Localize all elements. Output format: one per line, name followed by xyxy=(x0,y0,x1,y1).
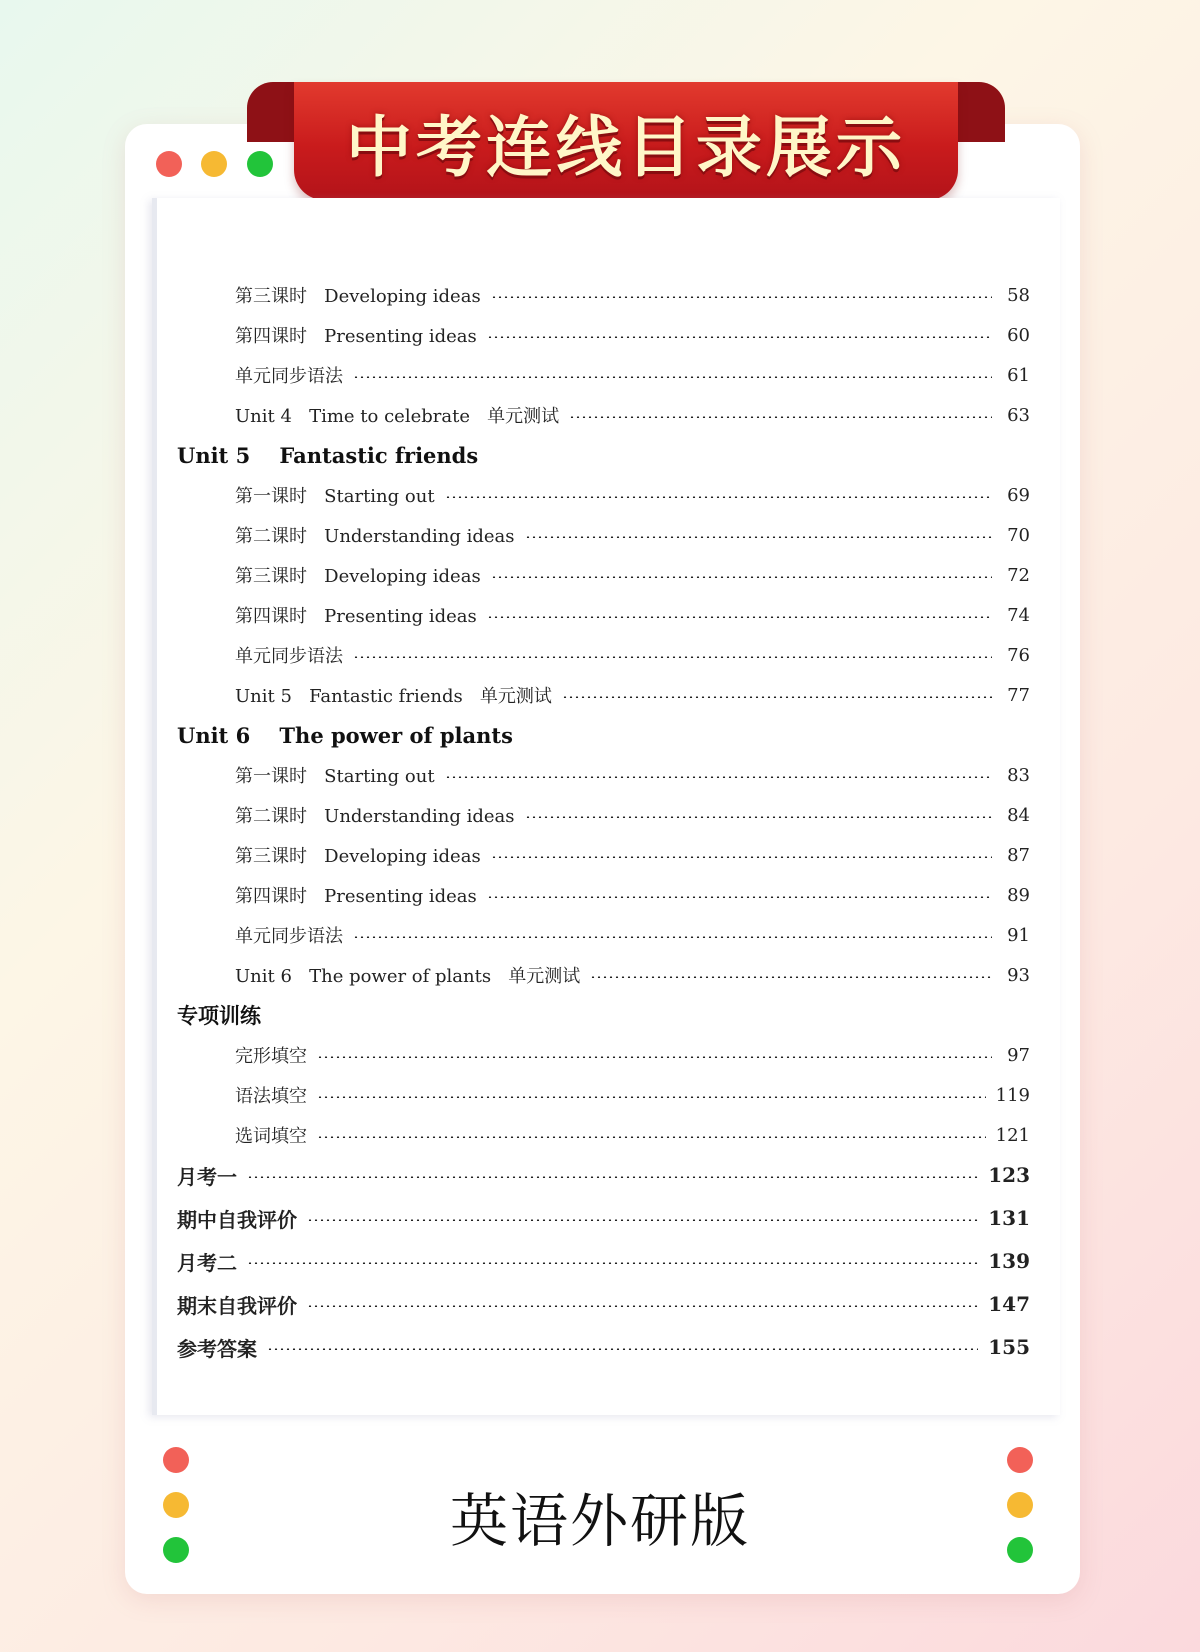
toc-row-label: 第四课时 Presenting ideas xyxy=(235,606,477,627)
toc-dot-leader xyxy=(307,1305,978,1307)
toc-row[interactable] xyxy=(157,318,1060,352)
toc-section-row[interactable] xyxy=(157,1201,1060,1235)
banner-title: 中考连线目录展示 xyxy=(346,108,906,186)
toc-section-row[interactable] xyxy=(157,1158,1060,1192)
toc-page-number: 91 xyxy=(1007,924,1030,946)
toc-row[interactable] xyxy=(157,758,1060,792)
toc-page-number: 76 xyxy=(1007,644,1030,666)
toc-row-label: 第三课时 Developing ideas xyxy=(235,286,481,307)
toc-dot-leader xyxy=(353,376,992,378)
window-maximize-dot[interactable] xyxy=(247,151,273,177)
toc-dot-leader xyxy=(247,1262,978,1264)
toc-row[interactable] xyxy=(157,598,1060,632)
toc-page-number: 87 xyxy=(1007,844,1030,866)
toc-row-label: 单元同步语法 xyxy=(235,926,343,947)
banner xyxy=(294,82,958,200)
toc-row[interactable] xyxy=(157,798,1060,832)
toc-dot-leader xyxy=(487,896,992,898)
toc-dot-leader xyxy=(487,616,992,618)
toc-row-label: 选词填空 xyxy=(235,1126,307,1147)
toc-row-label: Unit 4 Time to celebrate 单元测试 xyxy=(235,406,560,427)
toc-unit-heading: 专项训练 xyxy=(177,1003,261,1028)
toc-dot-leader xyxy=(247,1176,978,1178)
toc-page xyxy=(152,198,1060,1415)
right-red-dot xyxy=(1007,1447,1033,1473)
toc-row-label: 单元同步语法 xyxy=(235,646,343,667)
toc-unit-heading: Unit 5 Fantastic friends xyxy=(177,442,479,468)
toc-page-number: 119 xyxy=(995,1084,1030,1106)
toc-page-number: 93 xyxy=(1007,964,1030,986)
toc-page-number: 63 xyxy=(1007,404,1030,426)
toc-row[interactable] xyxy=(157,838,1060,872)
toc-row[interactable] xyxy=(157,638,1060,672)
toc-dot-leader xyxy=(445,496,992,498)
toc-page-number: 58 xyxy=(1007,284,1030,306)
toc-page-number: 139 xyxy=(988,1249,1030,1273)
edition-label: 英语外研版 xyxy=(449,1487,750,1555)
toc-row-label: 语法填空 xyxy=(235,1086,307,1107)
toc-page-number: 83 xyxy=(1007,764,1030,786)
toc-row[interactable] xyxy=(157,278,1060,312)
toc-row[interactable] xyxy=(157,478,1060,512)
toc-row[interactable] xyxy=(157,1038,1060,1072)
toc-dot-leader xyxy=(562,696,992,698)
toc-section-row[interactable] xyxy=(157,1287,1060,1321)
toc-page-number: 123 xyxy=(988,1163,1030,1187)
toc-dot-leader xyxy=(307,1219,978,1221)
window-minimize-dot[interactable] xyxy=(201,151,227,177)
toc-page-number: 89 xyxy=(1007,884,1030,906)
toc-page-number: 72 xyxy=(1007,564,1030,586)
toc-section-row[interactable] xyxy=(157,1330,1060,1364)
toc-row-label: 参考答案 xyxy=(177,1336,257,1361)
toc-row-label: 第四课时 Presenting ideas xyxy=(235,326,477,347)
toc-dot-leader xyxy=(525,816,992,818)
toc-row-label: 第三课时 Developing ideas xyxy=(235,846,481,867)
toc-dot-leader xyxy=(525,536,992,538)
toc-page-number: 84 xyxy=(1007,804,1030,826)
toc-dot-leader xyxy=(445,776,992,778)
toc-row[interactable] xyxy=(157,398,1060,432)
toc-dot-leader xyxy=(317,1096,986,1098)
toc-page-number: 77 xyxy=(1007,684,1030,706)
toc-page-number: 61 xyxy=(1007,364,1030,386)
toc-row-label: 第一课时 Starting out xyxy=(235,486,435,507)
toc-row-label: 第一课时 Starting out xyxy=(235,766,435,787)
table-of-contents xyxy=(157,198,1060,1415)
toc-row-label: 月考一 xyxy=(177,1164,237,1189)
toc-page-number: 121 xyxy=(995,1124,1030,1146)
toc-row-label: 期末自我评价 xyxy=(177,1293,297,1318)
toc-row-label: 期中自我评价 xyxy=(177,1207,297,1232)
toc-dot-leader xyxy=(491,856,992,858)
toc-dot-leader xyxy=(569,416,992,418)
toc-dot-leader xyxy=(267,1348,978,1350)
toc-section-row[interactable] xyxy=(157,1244,1060,1278)
toc-row[interactable] xyxy=(157,958,1060,992)
toc-row[interactable] xyxy=(157,558,1060,592)
toc-page-number: 69 xyxy=(1007,484,1030,506)
toc-row-label: Unit 5 Fantastic friends 单元测试 xyxy=(235,686,552,707)
toc-page-number: 60 xyxy=(1007,324,1030,346)
toc-page-number: 155 xyxy=(988,1335,1030,1359)
toc-page-number: 74 xyxy=(1007,604,1030,626)
toc-dot-leader xyxy=(353,656,992,658)
toc-row-label: Unit 6 The power of plants 单元测试 xyxy=(235,966,581,987)
toc-dot-leader xyxy=(317,1136,986,1138)
toc-row-label: 第二课时 Understanding ideas xyxy=(235,526,515,547)
toc-row[interactable] xyxy=(157,918,1060,952)
toc-dot-leader xyxy=(491,576,992,578)
toc-dot-leader xyxy=(590,976,992,978)
toc-dot-leader xyxy=(317,1056,992,1058)
toc-row-label: 单元同步语法 xyxy=(235,366,343,387)
toc-dot-leader xyxy=(487,336,992,338)
toc-dot-leader xyxy=(491,296,992,298)
toc-page-number: 131 xyxy=(988,1206,1030,1230)
toc-row-label: 完形填空 xyxy=(235,1046,307,1067)
toc-row-label: 第四课时 Presenting ideas xyxy=(235,886,477,907)
toc-page-number: 147 xyxy=(988,1292,1030,1316)
toc-unit-heading: Unit 6 The power of plants xyxy=(177,722,513,748)
toc-row-label: 第三课时 Developing ideas xyxy=(235,566,481,587)
toc-page-number: 70 xyxy=(1007,524,1030,546)
toc-row-label: 月考二 xyxy=(177,1250,237,1275)
toc-dot-leader xyxy=(353,936,992,938)
toc-row-label: 第二课时 Understanding ideas xyxy=(235,806,515,827)
window-close-dot[interactable] xyxy=(156,151,182,177)
toc-row[interactable] xyxy=(157,878,1060,912)
toc-page-number: 97 xyxy=(1007,1044,1030,1066)
toc-row[interactable] xyxy=(157,678,1060,712)
toc-row[interactable] xyxy=(157,1118,1060,1152)
toc-row[interactable] xyxy=(157,358,1060,392)
toc-row[interactable] xyxy=(157,1078,1060,1112)
left-red-dot xyxy=(163,1447,189,1473)
toc-row[interactable] xyxy=(157,518,1060,552)
